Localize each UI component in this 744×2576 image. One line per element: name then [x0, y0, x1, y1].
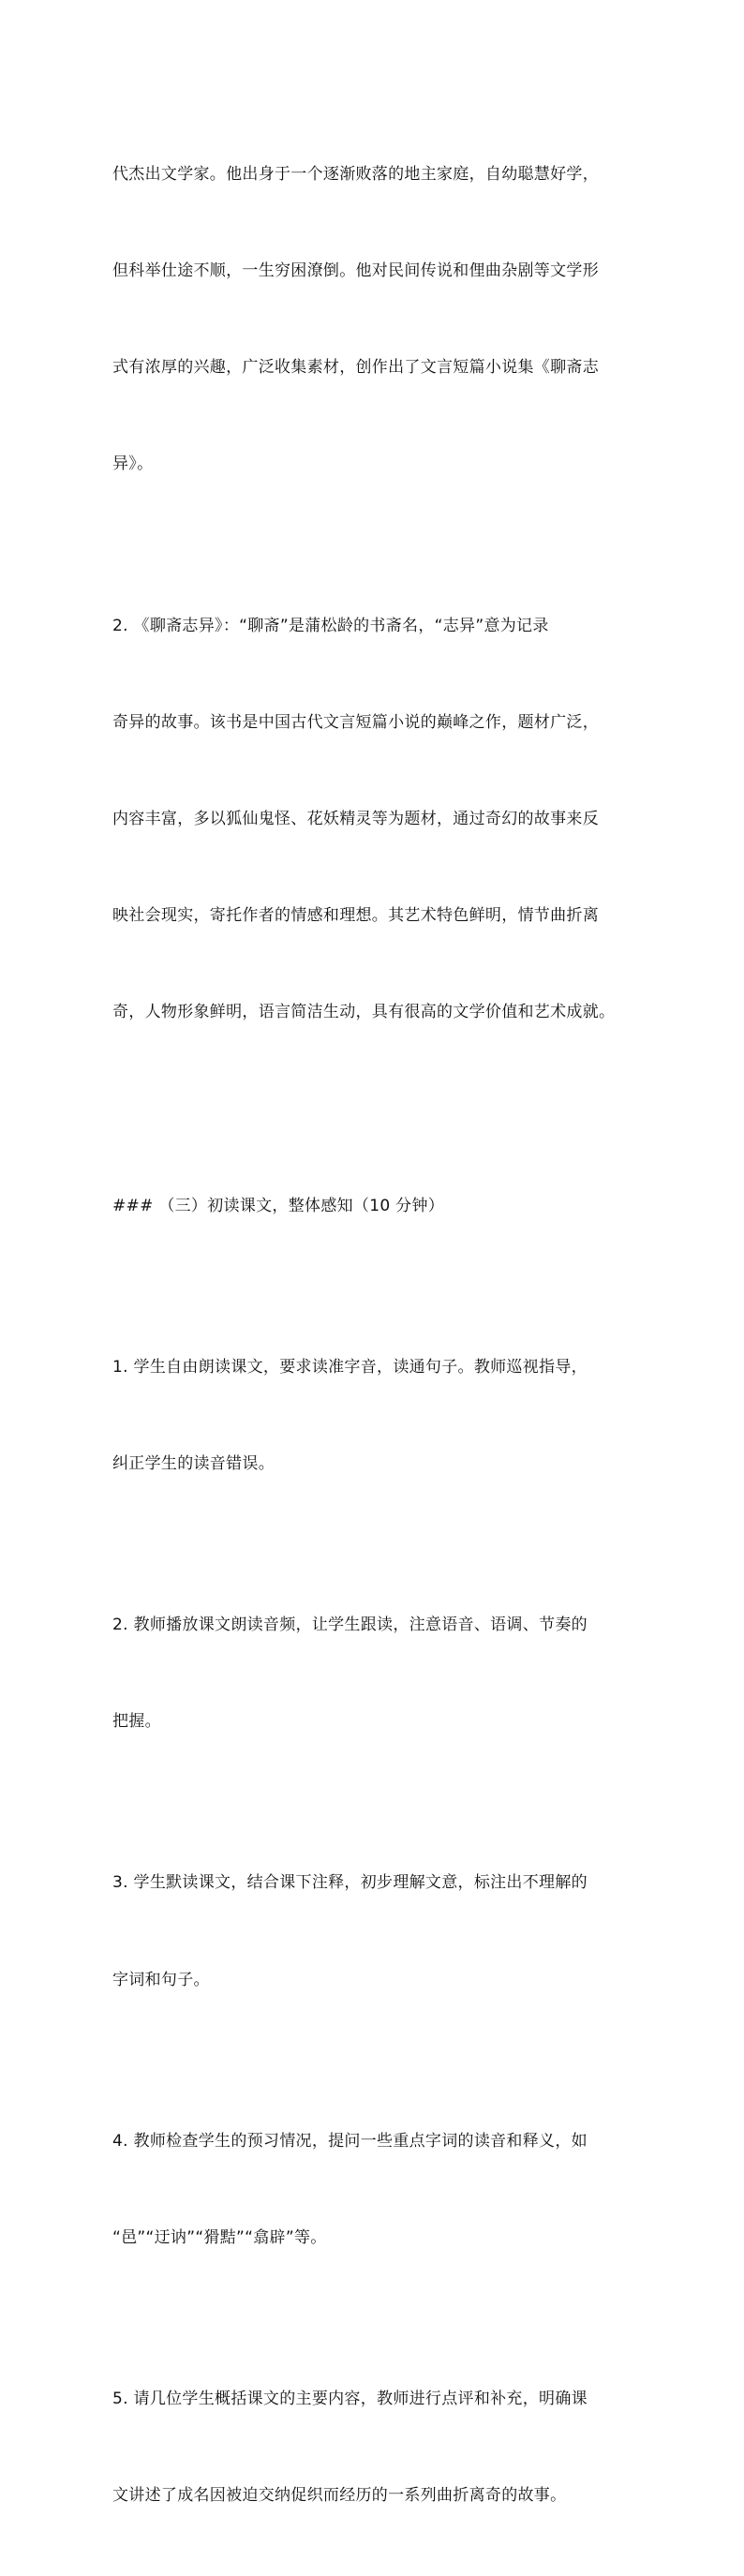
section-heading-text: ### （三）初读课文，整体感知（10 分钟）: [112, 1196, 445, 1215]
text-line: 1. 学生自由朗读课文，要求读准字音，读通句子。教师巡视指导，: [112, 1357, 588, 1377]
step-4-paragraph: [112, 2061, 637, 2318]
text-line: 奇异的故事。该书是中国古代文言短篇小说的巅峰之作，题材广泛，: [112, 712, 599, 732]
text-line: 式有浓厚的兴趣，广泛收集素材，创作出了文言短篇小说集《聊斋志: [112, 358, 599, 378]
text-line: 2. 教师播放课文朗读音频，让学生跟读，注意语音、语调、节奏的: [112, 1616, 588, 1635]
step-2-paragraph: [112, 1544, 637, 1802]
text-line: 异》。: [112, 454, 154, 474]
text-line: 纠正学生的读音错误。: [112, 1454, 275, 1474]
text-line: 3. 学生默读课文，结合课下注释，初步理解文意，标注出不理解的: [112, 1873, 588, 1893]
author-intro-paragraph: [112, 94, 637, 545]
text-line: 内容丰富，多以狐仙鬼怪、花妖精灵等为题材，通过奇幻的故事来反: [112, 809, 599, 828]
text-line: “邑”“迂讷”“猾黠”“翕辟”等。: [112, 2227, 327, 2247]
text-line: 奇，人物形象鲜明，语言简洁生动，具有很高的文学价值和艺术成就。: [112, 1003, 616, 1022]
text-line: 字词和句子。: [112, 1970, 210, 1989]
blank-line: [112, 1094, 637, 1125]
text-line: 4. 教师检查学生的预习情况，提问一些重点字词的读音和释义，如: [112, 2131, 588, 2151]
step-5-paragraph: [112, 2318, 637, 2576]
text-line: 但科举仕途不顺，一生穷困潦倒。他对民间传说和俚曲杂剧等文学形: [112, 261, 599, 281]
text-line: 文讲述了成名因被迫交纳促织而经历的一系列曲折离奇的故事。: [112, 2486, 567, 2506]
text-line: 2. 《聊斋志异》：“聊斋”是蒲松龄的书斋名，“志异”意为记录: [112, 616, 549, 635]
document-body: [112, 94, 637, 2576]
text-line: 代杰出文学家。他出身于一个逐渐败落的地主家庭，自幼聪慧好学，: [112, 164, 599, 184]
text-line: 映社会现实，寄托作者的情感和理想。其艺术特色鲜明，情节曲折离: [112, 906, 599, 926]
step-3-paragraph: [112, 1803, 637, 2061]
section-heading: [112, 1125, 637, 1287]
book-intro-paragraph: [112, 545, 637, 1094]
text-line: 把握。: [112, 1712, 161, 1732]
text-line: 5. 请几位学生概括课文的主要内容，教师进行点评和补充，明确课: [112, 2389, 588, 2408]
step-1-paragraph: [112, 1287, 637, 1544]
